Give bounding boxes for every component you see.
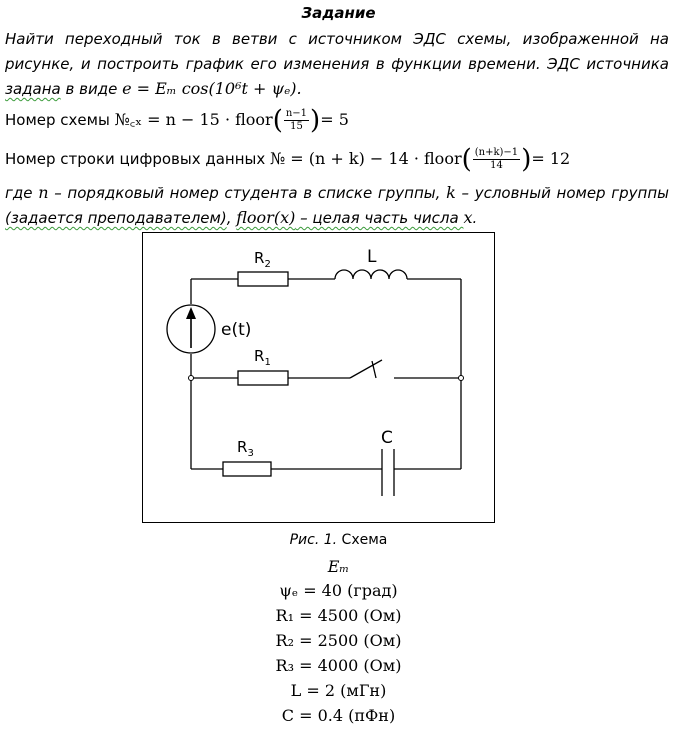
task-title: Задание <box>301 4 376 22</box>
task-text: в виде <box>60 80 123 98</box>
row-fraction <box>473 147 520 172</box>
label-l: L <box>367 247 377 267</box>
param-psi: ψₑ = 40 (град) <box>279 581 398 600</box>
task-text: задана <box>5 80 61 98</box>
floor-function: floor(x) <box>236 208 296 227</box>
param-l: L = 2 (мГн) <box>290 681 387 700</box>
resistor-r3 <box>223 462 271 476</box>
scheme-label: Номер схемы <box>5 111 115 129</box>
circuit-diagram <box>142 232 495 523</box>
resistor-r2 <box>238 272 288 286</box>
var-n: n <box>38 183 49 202</box>
scheme-fraction <box>284 108 309 133</box>
row-formula: № = (n + k) − 14 · floor <box>270 149 462 168</box>
task-paragraph-line-1 <box>5 30 669 48</box>
param-r2: R₂ = 2500 (Ом) <box>275 631 402 650</box>
task-paragraph-line-2 <box>5 55 669 73</box>
fraction-numerator: n−1 <box>285 108 308 119</box>
scheme-formula: №꜀ₓ = n − 15 · floor <box>114 110 273 129</box>
row-label: Номер строки цифровых данных <box>5 150 271 168</box>
junction-node <box>459 376 464 381</box>
param-r3: R₃ = 4000 (Ом) <box>275 656 402 675</box>
label-source: e(t) <box>221 320 252 340</box>
var-k: k <box>446 183 456 202</box>
task-text: – порядковый номер студента в списке группы, <box>48 184 447 202</box>
emf-formula: e = Eₘ cos(10⁶t + ψₑ). <box>122 79 302 98</box>
figure-caption <box>0 532 677 548</box>
task-text: Найти переходный ток в ветви с источником ЭДС схемы, изображенной на <box>5 30 669 48</box>
junction-node <box>189 376 194 381</box>
task-paragraph-line-3 <box>5 79 669 98</box>
definitions-line-1 <box>5 183 669 202</box>
definitions-line-2 <box>5 208 669 227</box>
scheme-number-line: Номер схемы №꜀ₓ = n − 15 · floor( $\frac{n-1}{15}$ )= 5 <box>5 105 349 136</box>
fraction-numerator: (n+k)−1 <box>474 147 519 158</box>
row-number-line: Номер строки цифровых данных № = (n + k) − 14 · floor( $\frac{(n+k)-1}{14}$ )= 12 <box>5 144 571 175</box>
switch-blade <box>350 360 382 378</box>
param-r1: R₁ = 4500 (Ом) <box>275 606 402 625</box>
label-c: C <box>381 428 393 448</box>
caption-text: Схема <box>337 532 388 548</box>
task-text: (задается преподавателем) <box>5 209 227 227</box>
task-text: . <box>472 209 478 227</box>
row-result: = 12 <box>531 149 571 168</box>
var-x: x <box>463 208 473 227</box>
resistor-r1 <box>238 371 288 385</box>
task-text: – целая часть числа <box>295 209 464 227</box>
source-arrow-head <box>186 307 196 319</box>
inductor-l <box>335 270 407 279</box>
label-r1: $R_1$ <box>254 347 271 368</box>
fraction-denominator: 15 <box>290 121 303 132</box>
task-text: рисунке, и построить график его изменения в функции времени. ЭДС источника <box>5 55 669 73</box>
label-r3: $R_3$ <box>237 438 254 459</box>
scheme-result: = 5 <box>320 110 349 129</box>
label-r2: $R_2$ <box>254 249 271 270</box>
task-text: где <box>5 184 39 202</box>
param-em: Eₘ <box>327 557 350 576</box>
task-text: – условный номер группы <box>455 184 670 202</box>
param-c: C = 0.4 (пФн) <box>281 706 396 725</box>
task-text: , <box>226 209 237 227</box>
caption-prefix: Рис. 1. <box>289 532 338 548</box>
fraction-denominator: 14 <box>490 160 503 171</box>
